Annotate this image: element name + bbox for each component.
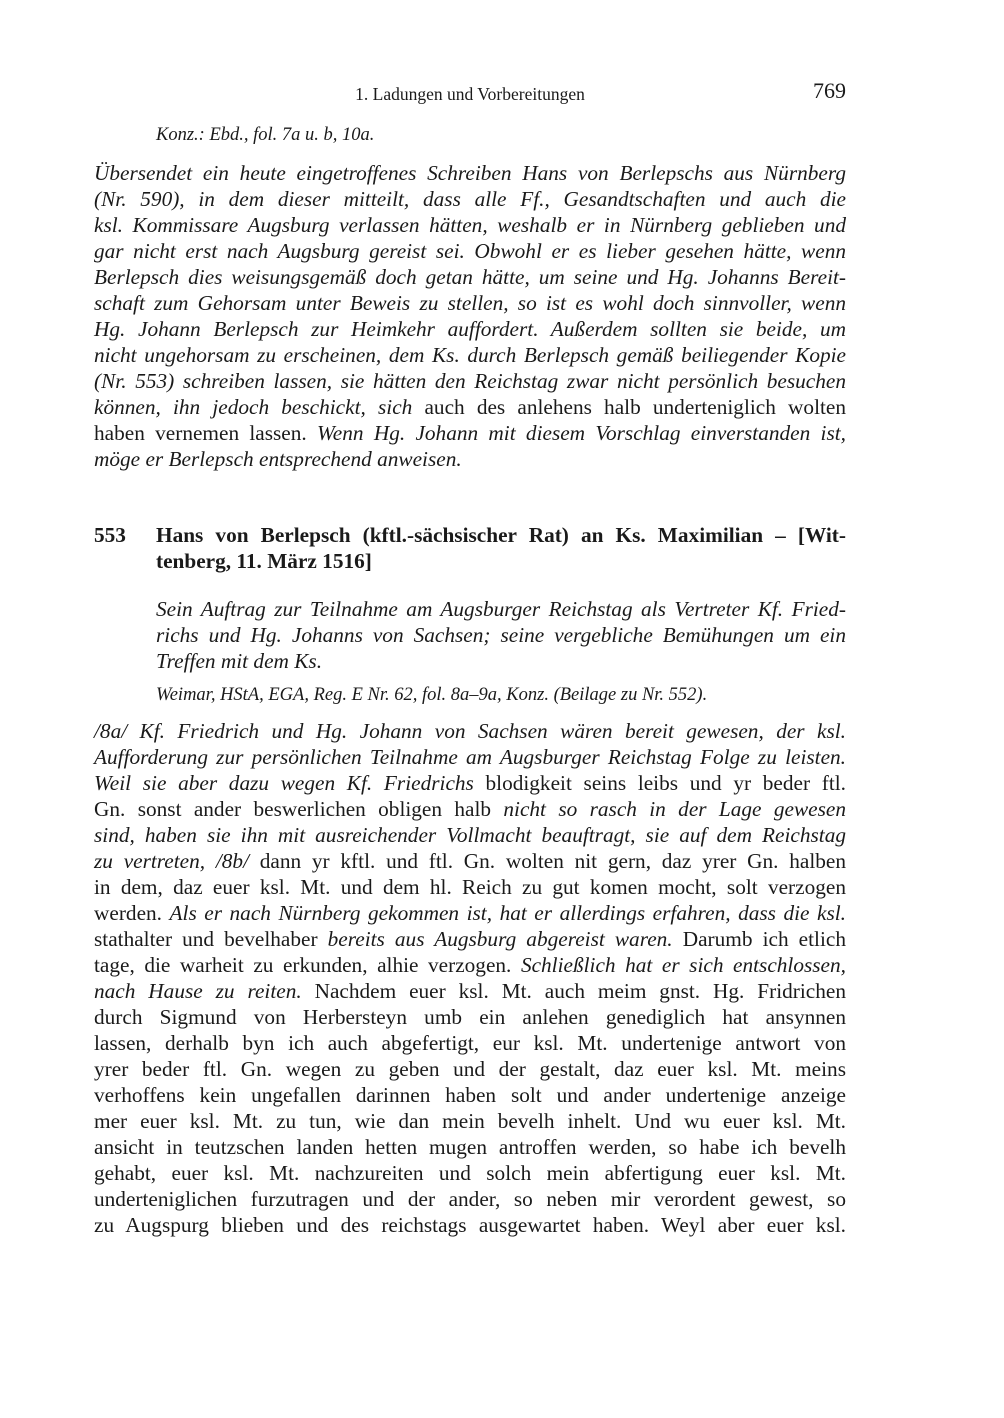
quote-segment: Nachdem euer ksl. Mt. auch meim gnst. Hg. Fridrichen — [301, 979, 846, 1003]
body-line — [94, 848, 846, 874]
quote-segment: tage, die warheit zu erkunden, alhie verzogen. — [94, 953, 521, 977]
body-line — [94, 952, 846, 978]
body-line: Aufforderung zur persönlichen Teilnahme am Augsburger Reichstag Folge zu leisten. — [94, 745, 846, 769]
summary-line — [94, 420, 846, 446]
source-note: Weimar, HStA, EGA, Reg. E Nr. 62, fol. 8a–9a, Konz. (Beilage zu Nr. 552). — [156, 685, 708, 705]
italic-segment: können, ihn jedoch beschickt, sich — [94, 395, 413, 419]
summary-line: Berlepsch dies weisungsgemäß doch getan hätte, um seine und Hg. Johanns Bereit- — [94, 265, 846, 289]
quote-segment: blodigkeit seins leibs und yr beder ftl. — [473, 771, 846, 795]
summary-line: Übersendet ein heute eingetroffenes Schreiben Hans von Berlepschs aus Nürnberg — [94, 161, 846, 185]
summary-line — [94, 394, 846, 420]
quote-segment: stathalter und bevelhaber — [94, 927, 328, 951]
italic-segment: bereits aus Augsburg abgereist waren. — [327, 927, 673, 951]
body-line — [94, 978, 846, 1004]
summary-line: schaft zum Gehorsam unter Beweis zu stellen, so ist es wohl doch sinnvoller, wenn — [94, 291, 846, 315]
quote-segment: auch des anlehens halb underteniglich wolten — [412, 395, 847, 419]
body-line — [94, 770, 846, 796]
quote-segment: Darumb ich etlich — [672, 927, 846, 951]
previous-source-note: Konz.: Ebd., fol. 7a u. b, 10a. — [156, 125, 375, 145]
summary-line: gar nicht erst nach Augsburg gereist sei. Obwohl er es lieber gesehen hätte, wenn — [94, 239, 846, 263]
body-line: mer euer ksl. Mt. zu tun, wie dan mein bevelh inhelt. Und wu euer ksl. Mt. — [94, 1109, 846, 1133]
quote-segment: dann yr kftl. und ftl. Gn. wolten nit gern, daz yrer Gn. halben — [249, 849, 847, 873]
page-number: 769 — [813, 78, 846, 103]
italic-segment: nach Hause zu reiten. — [94, 979, 302, 1003]
italic-segment: Schließlich hat er sich entschlossen, — [520, 953, 846, 977]
body-line — [94, 926, 846, 952]
body-line: yrer beder ftl. Gn. wegen zu geben und der gestalt, daz euer ksl. Mt. meins — [94, 1057, 846, 1081]
body-line: lassen, derhalb byn ich auch abgefertigt, eur ksl. Mt. undertenige antwort von — [94, 1031, 846, 1055]
body-line: durch Sigmund von Herbersteyn umb ein anlehen genediglich hat ansynnen — [94, 1005, 846, 1029]
regest-line: Sein Auftrag zur Teilnahme am Augsburger Reichstag als Vertreter Kf. Fried- — [156, 597, 846, 621]
italic-segment: Wenn Hg. Johann mit diesem Vorschlag einverstanden ist, — [317, 421, 846, 445]
summary-line: möge er Berlepsch entsprechend anweisen. — [94, 447, 462, 471]
entry-number: 553 — [94, 523, 126, 547]
entry-heading: tenberg, 11. März 1516] — [156, 549, 372, 573]
body-line: zu Augspurg blieben und des reichstags ausgewartet haben. Weyl aber euer ksl. — [94, 1213, 846, 1237]
body-line: gehabt, euer ksl. Mt. nachzureiten und solch mein abfertigung euer ksl. Mt. — [94, 1161, 846, 1185]
regest-line: Treffen mit dem Ks. — [156, 649, 323, 673]
italic-segment: nicht so rasch in der Lage gewesen — [503, 797, 846, 821]
summary-line: Hg. Johann Berlepsch zur Heimkehr auffordert. Außerdem sollten sie beide, um — [94, 317, 846, 341]
body-line: ansicht in teutzschen landen hetten mugen antroffen werden, so habe ich bevelh — [94, 1135, 846, 1159]
regest-line: richs und Hg. Johanns von Sachsen; seine vergebliche Bemühungen um ein — [156, 623, 846, 647]
entry-heading: Hans von Berlepsch (kftl.-sächsischer Rat) an Ks. Maximilian – [Wit- — [156, 523, 846, 547]
summary-line: nicht ungehorsam zu erscheinen, dem Ks. durch Berlepsch gemäß beiliegender Kopie — [94, 343, 846, 367]
body-line — [94, 900, 846, 926]
running-title: 1. Ladungen und Vorbereitungen — [355, 84, 585, 104]
summary-line: ksl. Kommissare Augsburg verlassen hätten, weshalb er in Nürnberg geblieben und — [94, 213, 846, 237]
italic-segment: zu vertreten, /8b/ — [94, 849, 249, 873]
body-line: /8a/ Kf. Friedrich und Hg. Johann von Sachsen wären bereit gewesen, der ksl. — [94, 719, 846, 743]
italic-segment: Als er nach Nürnberg gekommen ist, hat er allerdings erfahren, dass die ksl. — [169, 901, 847, 925]
quote-segment: werden. — [94, 901, 170, 925]
body-line: underteniglichen furzutragen und der ander, so neben mir verordent gewest, so — [94, 1187, 846, 1211]
body-line: in dem, daz euer ksl. Mt. und dem hl. Reich zu gut komen mocht, solt verzogen — [94, 875, 846, 899]
body-line: verhoffens kein ungefallen darinnen haben solt und ander undertenige anzeige — [94, 1083, 846, 1107]
body-line: sind, haben sie ihn mit ausreichender Vollmacht beauftragt, sie auf dem Reichstag — [94, 823, 846, 847]
italic-segment: Weil sie aber dazu wegen Kf. Friedrichs — [94, 771, 474, 795]
quote-segment: Gn. sonst ander beswerlichen obligen halb — [94, 797, 504, 821]
running-header — [94, 78, 846, 110]
summary-line: (Nr. 553) schreiben lassen, sie hätten den Reichstag zwar nicht persönlich besuchen — [94, 369, 846, 393]
summary-line: (Nr. 590), in dem dieser mitteilt, dass alle Ff., Gesandtschaften und auch die — [94, 187, 846, 211]
quote-segment: haben vernemen lassen. — [94, 421, 318, 445]
body-line — [94, 796, 846, 822]
